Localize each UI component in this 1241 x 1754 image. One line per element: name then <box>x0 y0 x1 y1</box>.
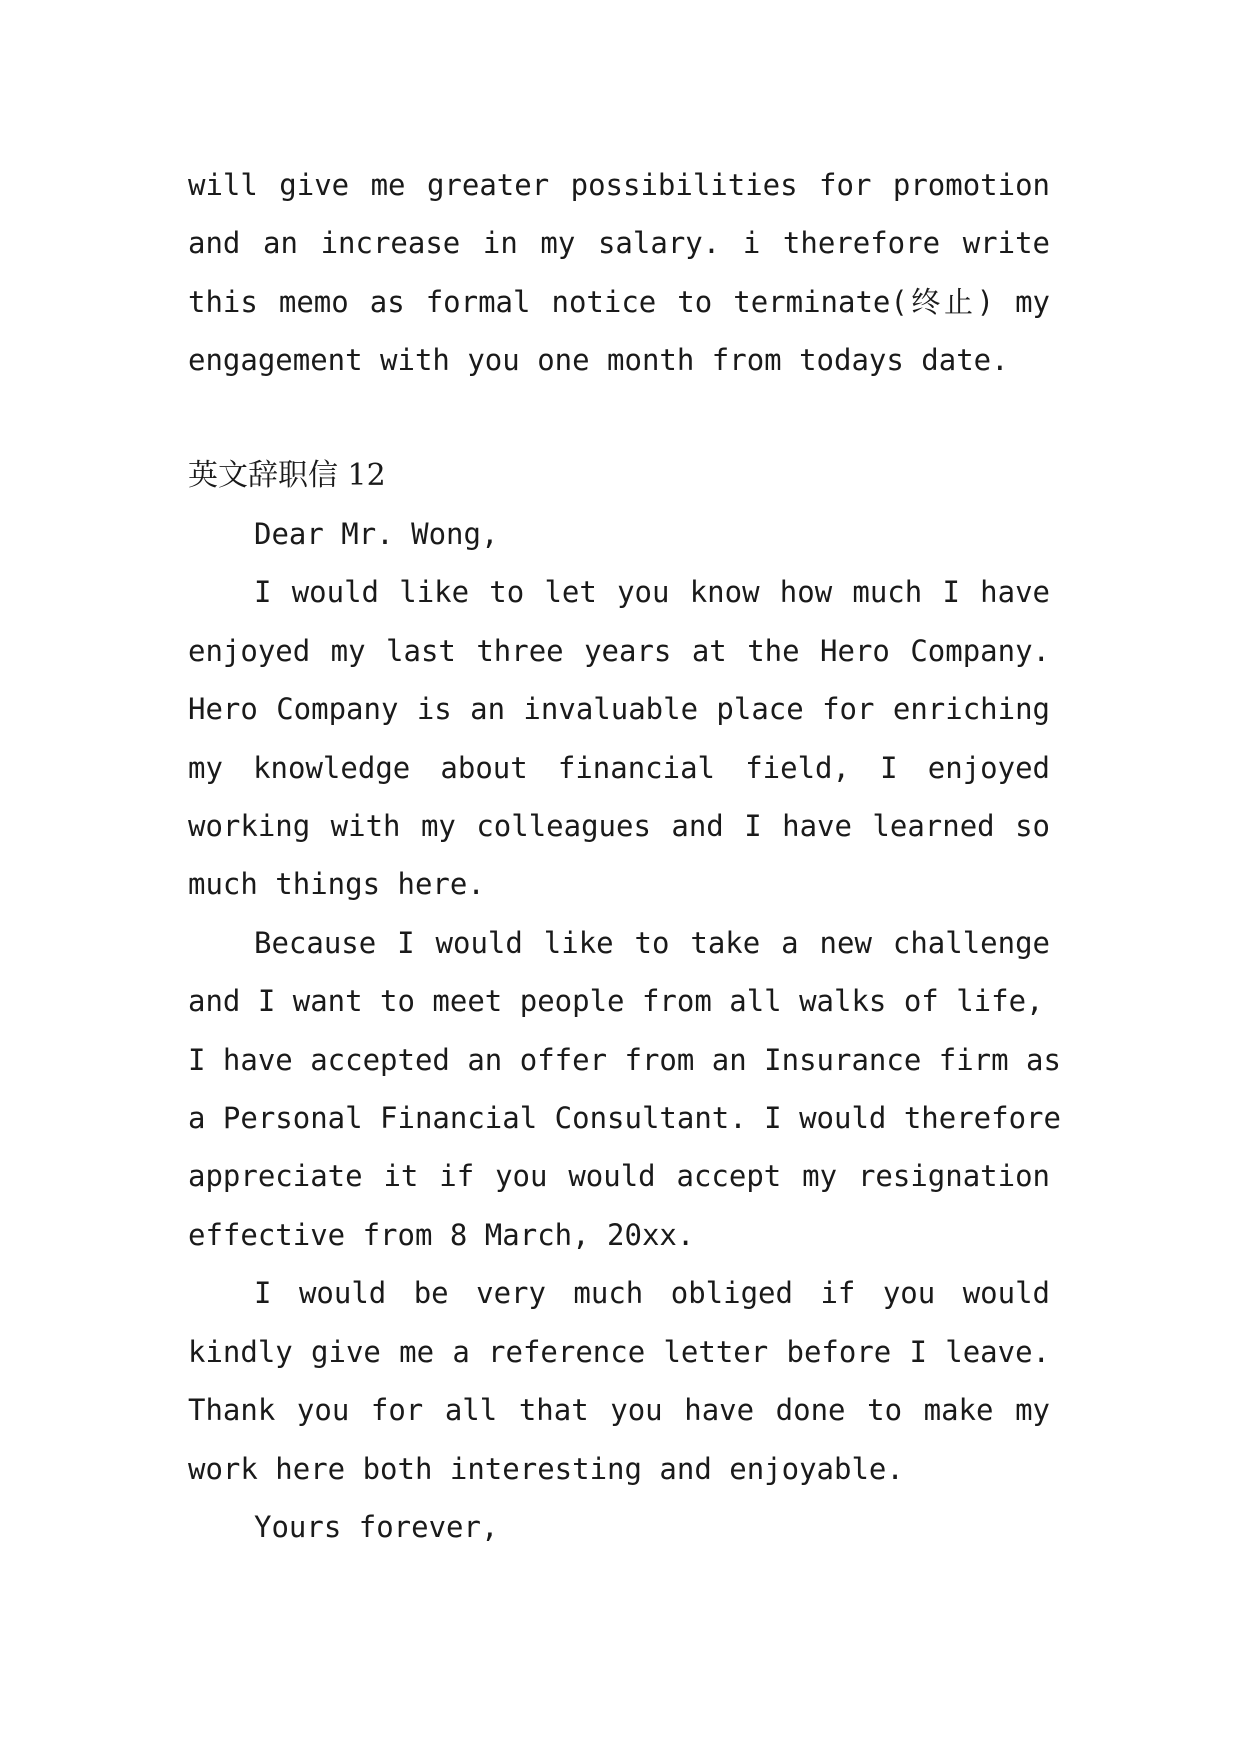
text-line: effective from 8 March, 20xx. <box>188 1217 695 1252</box>
text-line: I have accepted an offer from an Insurance firm as <box>188 1042 1061 1077</box>
text-line: and an increase in my salary. i therefore write <box>188 226 1050 261</box>
top-paragraph <box>188 156 1050 390</box>
text-line: and I want to meet people from all walks of life, <box>188 984 1044 1019</box>
text-line: will give me greater possibilities for promotion <box>188 168 1050 202</box>
text-line: Because I would like to take a new challenge <box>254 925 1050 960</box>
text-line: work here both interesting and enjoyable. <box>188 1451 904 1486</box>
text-line: I would like to let you know how much I have <box>254 575 1050 610</box>
text-line: enjoyed my last three years at the Hero Company. <box>188 633 1050 668</box>
text-line: appreciate it if you would accept my resignation <box>188 1159 1050 1194</box>
salutation <box>188 505 1050 563</box>
text-line: much things here. <box>188 867 485 902</box>
paragraph-3 <box>188 1264 1050 1498</box>
text-line: working with my colleagues and I have learned so <box>188 809 1050 844</box>
letter-section <box>188 447 1061 1556</box>
text-line: a Personal Financial Consultant. I would therefore <box>188 1101 1061 1136</box>
text-line: Yours forever, <box>254 1509 499 1544</box>
section-heading: 英文辞职信 12 <box>188 458 386 493</box>
text-line: Thank you for all that you have done to make my <box>188 1393 1050 1428</box>
closing <box>188 1498 1050 1556</box>
paragraph-1 <box>188 563 1050 913</box>
text-line: kindly give me a reference letter before I leave. <box>188 1334 1050 1369</box>
text-line: Dear Mr. Wong, <box>254 517 499 551</box>
text-line: engagement with you one month from todays date. <box>188 343 1009 378</box>
text-line: Hero Company is an invaluable place for enriching <box>188 692 1050 727</box>
text-line: I would be very much obliged if you would <box>254 1276 1050 1311</box>
text-line: this memo as formal notice to terminate(终止) my <box>188 284 1050 319</box>
text-line: my knowledge about financial field, I enjoyed <box>188 750 1050 785</box>
paragraph <box>188 156 1050 390</box>
paragraph-2 <box>188 914 1061 1264</box>
